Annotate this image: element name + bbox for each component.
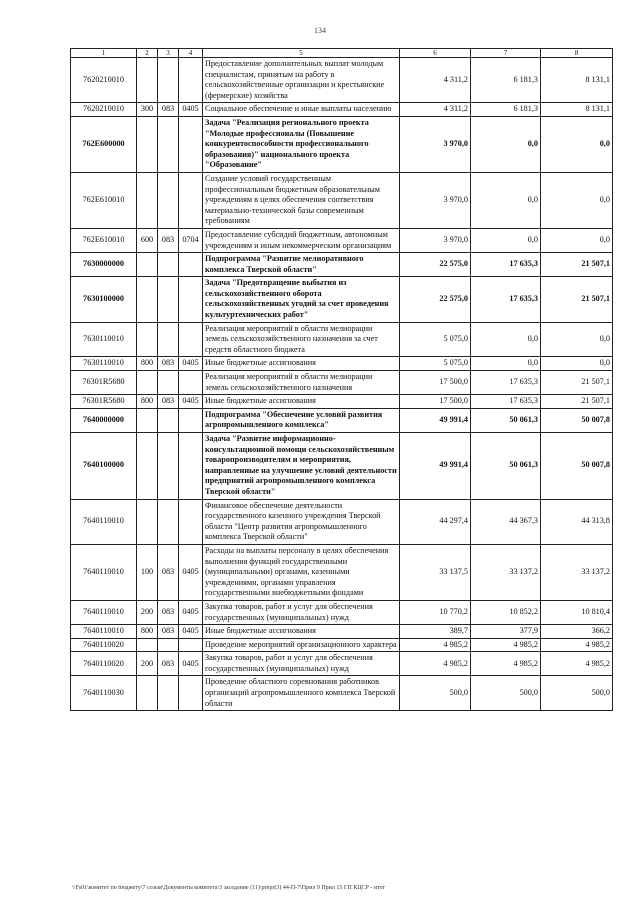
cell-value-3: 0,0 (541, 228, 613, 252)
cell-vr (137, 277, 158, 322)
cell-vr: 800 (137, 395, 158, 409)
cell-value-1: 5 075,0 (400, 322, 471, 357)
cell-pr (179, 676, 203, 711)
cell-name: Расходы на выплаты персоналу в целях обеспечения выполнения функций государственными (муниципальными) органами, казенными учреждениями, органами управления государственными внебюджетными фондами (203, 544, 400, 600)
cell-value-1: 389,7 (400, 625, 471, 639)
cell-name: Предоставление субсидий бюджетным, автономным учреждениям и иным некоммерческим организациям (203, 228, 400, 252)
cell-name: Закупка товаров, работ и услуг для обеспечения государственных (муниципальных) нужд (203, 652, 400, 676)
cell-value-3: 8 131,1 (541, 103, 613, 117)
cell-value-2: 50 061,3 (471, 408, 541, 432)
cell-value-3: 10 810,4 (541, 600, 613, 624)
cell-value-2: 0,0 (471, 116, 541, 172)
cell-value-3: 0,0 (541, 116, 613, 172)
cell-value-1: 500,0 (400, 676, 471, 711)
table-row (71, 172, 613, 228)
cell-rz (158, 172, 179, 228)
cell-name: Проведение областного соревнования работников организаций агропромышленного комплекса Тверской области (203, 676, 400, 711)
cell-value-1: 17 500,0 (400, 371, 471, 395)
cell-vr: 800 (137, 357, 158, 371)
cell-value-3: 0,0 (541, 357, 613, 371)
table-row (71, 58, 613, 103)
cell-code: 7640110030 (71, 676, 137, 711)
cell-value-3: 33 137,2 (541, 544, 613, 600)
cell-rz: 083 (158, 228, 179, 252)
cell-value-3: 50 007,8 (541, 433, 613, 500)
cell-pr: 0405 (179, 600, 203, 624)
cell-value-1: 22 575,0 (400, 253, 471, 277)
cell-rz (158, 277, 179, 322)
page-number: 134 (314, 26, 326, 35)
cell-vr: 300 (137, 103, 158, 117)
cell-value-1: 33 137,5 (400, 544, 471, 600)
cell-name: Задача "Развитие информационно-консультационной помощи сельскохозяйственным товаропроизводителям и мероприятия, направленные на улучшение условий деятельности предприятий агропромышленного комплекса Тверской области" (203, 433, 400, 500)
cell-pr: 0405 (179, 652, 203, 676)
cell-vr (137, 499, 158, 544)
table-row (71, 228, 613, 252)
table-row (71, 600, 613, 624)
cell-pr: 0405 (179, 103, 203, 117)
cell-code: 7640110010 (71, 625, 137, 639)
cell-name: Задача "Предотвращение выбытия из сельскохозяйственного оборота сельскохозяйственных угодий за счет проведения культуртехнических работ" (203, 277, 400, 322)
table-row (71, 544, 613, 600)
cell-value-3: 21 507,1 (541, 371, 613, 395)
cell-vr: 200 (137, 600, 158, 624)
cell-value-3: 21 507,1 (541, 395, 613, 409)
cell-pr: 0405 (179, 625, 203, 639)
cell-vr (137, 371, 158, 395)
cell-code: 762E600000 (71, 116, 137, 172)
file-path-footer: \\Fs01\комитет по бюджету\7 созыв\Документы комитета\3 заседание (11)\prepr(3) 44-П-7\Прил 9 Прил 15 ГП КЦСР - итог (72, 885, 386, 891)
header-cell: 6 (400, 49, 471, 58)
cell-rz (158, 408, 179, 432)
cell-rz (158, 253, 179, 277)
cell-value-2: 33 137,2 (471, 544, 541, 600)
cell-value-3: 0,0 (541, 172, 613, 228)
cell-name: Реализация мероприятий в области мелиорации земель сельскохозяйственного назначения за счет средств областного бюджета (203, 322, 400, 357)
cell-name: Проведение мероприятий организационного характера (203, 638, 400, 652)
header-cell: 4 (179, 49, 203, 58)
cell-vr: 200 (137, 652, 158, 676)
cell-vr: 600 (137, 228, 158, 252)
table-row (71, 371, 613, 395)
cell-rz (158, 433, 179, 500)
table-row (71, 499, 613, 544)
cell-rz: 083 (158, 103, 179, 117)
cell-rz (158, 499, 179, 544)
header-cell: 3 (158, 49, 179, 58)
cell-value-2: 0,0 (471, 172, 541, 228)
cell-rz (158, 676, 179, 711)
cell-value-2: 10 852,2 (471, 600, 541, 624)
table-row (71, 652, 613, 676)
header-cell: 5 (203, 49, 400, 58)
cell-value-1: 44 297,4 (400, 499, 471, 544)
cell-value-1: 49 991,4 (400, 408, 471, 432)
cell-name: Закупка товаров, работ и услуг для обеспечения государственных (муниципальных) нужд (203, 600, 400, 624)
cell-value-1: 22 575,0 (400, 277, 471, 322)
table-row (71, 277, 613, 322)
cell-pr (179, 322, 203, 357)
cell-value-1: 49 991,4 (400, 433, 471, 500)
cell-rz: 083 (158, 395, 179, 409)
cell-code: 7640110010 (71, 499, 137, 544)
header-row (71, 49, 613, 58)
table-row (71, 625, 613, 639)
cell-value-3: 0,0 (541, 322, 613, 357)
cell-pr (179, 277, 203, 322)
cell-value-3: 8 131,1 (541, 58, 613, 103)
cell-code: 7630000000 (71, 253, 137, 277)
cell-rz (158, 371, 179, 395)
cell-value-1: 4 985,2 (400, 652, 471, 676)
cell-pr (179, 638, 203, 652)
cell-value-3: 50 007,8 (541, 408, 613, 432)
table-row (71, 103, 613, 117)
cell-rz: 083 (158, 652, 179, 676)
cell-name: Финансовое обеспечение деятельности государственного казенного учреждения Тверской области "Центр развития агропромышленного комплекса Тверской области" (203, 499, 400, 544)
cell-vr (137, 638, 158, 652)
cell-code: 7620210010 (71, 103, 137, 117)
table-row (71, 322, 613, 357)
cell-vr: 800 (137, 625, 158, 639)
cell-value-2: 6 181,3 (471, 58, 541, 103)
cell-pr (179, 172, 203, 228)
cell-code: 7620210010 (71, 58, 137, 103)
cell-name: Задача "Реализация регионального проекта "Молодые профессионалы (Повышение конкурентоспособности профессионального образования)" национального проекта "Образование" (203, 116, 400, 172)
cell-rz: 083 (158, 600, 179, 624)
cell-name: Социальное обеспечение и иные выплаты населению (203, 103, 400, 117)
cell-code: 7640110020 (71, 652, 137, 676)
table-row (71, 433, 613, 500)
cell-value-1: 3 970,0 (400, 116, 471, 172)
cell-code: 762E610010 (71, 228, 137, 252)
cell-value-2: 0,0 (471, 228, 541, 252)
cell-name: Подпрограмма "Обеспечение условий развития агропромышленного комплекса" (203, 408, 400, 432)
cell-code: 76301R5680 (71, 371, 137, 395)
cell-pr (179, 499, 203, 544)
cell-value-3: 500,0 (541, 676, 613, 711)
cell-code: 762E610010 (71, 172, 137, 228)
cell-code: 7640110010 (71, 600, 137, 624)
cell-name: Предоставление дополнительных выплат молодым специалистам, принятым на работу в сельскохозяйственные организации и крестьянские (фермерские) хозяйства (203, 58, 400, 103)
cell-code: 76301R5680 (71, 395, 137, 409)
cell-value-2: 50 061,3 (471, 433, 541, 500)
cell-code: 7640110010 (71, 544, 137, 600)
cell-name: Иные бюджетные ассигнования (203, 395, 400, 409)
budget-table (70, 48, 613, 711)
header-cell: 1 (71, 49, 137, 58)
cell-pr (179, 116, 203, 172)
cell-vr: 100 (137, 544, 158, 600)
cell-pr: 0704 (179, 228, 203, 252)
table-row (71, 116, 613, 172)
cell-vr (137, 116, 158, 172)
cell-value-1: 4 985,2 (400, 638, 471, 652)
cell-value-1: 3 970,0 (400, 172, 471, 228)
cell-name: Подпрограмма "Развитие мелиоративного комплекса Тверской области" (203, 253, 400, 277)
table-row (71, 357, 613, 371)
cell-value-1: 4 311,2 (400, 103, 471, 117)
cell-value-2: 500,0 (471, 676, 541, 711)
cell-value-2: 17 635,3 (471, 395, 541, 409)
cell-value-3: 21 507,1 (541, 253, 613, 277)
cell-value-3: 21 507,1 (541, 277, 613, 322)
table-row (71, 253, 613, 277)
cell-pr: 0405 (179, 357, 203, 371)
cell-pr: 0405 (179, 544, 203, 600)
cell-pr (179, 253, 203, 277)
cell-pr: 0405 (179, 395, 203, 409)
cell-rz (158, 638, 179, 652)
cell-name: Создание условий государственным профессиональным бюджетным образовательным учреждениям в целях обеспечения соответствия материально-технической базы современным требованиям (203, 172, 400, 228)
cell-rz: 083 (158, 357, 179, 371)
cell-code: 7640100000 (71, 433, 137, 500)
cell-value-2: 17 635,3 (471, 277, 541, 322)
cell-vr (137, 172, 158, 228)
cell-pr (179, 433, 203, 500)
header-cell: 7 (471, 49, 541, 58)
cell-vr (137, 58, 158, 103)
cell-value-3: 44 313,8 (541, 499, 613, 544)
table-row (71, 408, 613, 432)
cell-pr (179, 371, 203, 395)
cell-code: 7640110020 (71, 638, 137, 652)
cell-value-3: 366,2 (541, 625, 613, 639)
cell-name: Иные бюджетные ассигнования (203, 357, 400, 371)
cell-value-1: 5 075,0 (400, 357, 471, 371)
cell-vr (137, 676, 158, 711)
cell-value-2: 4 985,2 (471, 652, 541, 676)
cell-name: Иные бюджетные ассигнования (203, 625, 400, 639)
cell-value-2: 4 985,2 (471, 638, 541, 652)
cell-code: 7640000000 (71, 408, 137, 432)
cell-value-3: 4 985,2 (541, 638, 613, 652)
cell-code: 7630110010 (71, 322, 137, 357)
cell-value-1: 3 970,0 (400, 228, 471, 252)
cell-value-2: 17 635,3 (471, 371, 541, 395)
cell-value-2: 0,0 (471, 322, 541, 357)
cell-value-2: 6 181,3 (471, 103, 541, 117)
cell-value-2: 17 635,3 (471, 253, 541, 277)
cell-value-2: 377,9 (471, 625, 541, 639)
cell-value-1: 10 770,2 (400, 600, 471, 624)
cell-rz: 083 (158, 544, 179, 600)
cell-code: 7630100000 (71, 277, 137, 322)
cell-vr (137, 433, 158, 500)
cell-vr (137, 322, 158, 357)
cell-pr (179, 408, 203, 432)
cell-vr (137, 408, 158, 432)
cell-value-3: 4 985,2 (541, 652, 613, 676)
table-row (71, 638, 613, 652)
cell-pr (179, 58, 203, 103)
cell-rz (158, 58, 179, 103)
table-row (71, 395, 613, 409)
cell-rz (158, 116, 179, 172)
cell-code: 7630110010 (71, 357, 137, 371)
cell-vr (137, 253, 158, 277)
cell-value-2: 44 367,3 (471, 499, 541, 544)
cell-rz (158, 322, 179, 357)
cell-name: Реализация мероприятий в области мелиорации земель сельскохозяйственного назначения (203, 371, 400, 395)
cell-value-1: 4 311,2 (400, 58, 471, 103)
cell-rz: 083 (158, 625, 179, 639)
header-cell: 8 (541, 49, 613, 58)
header-cell: 2 (137, 49, 158, 58)
table-row (71, 676, 613, 711)
cell-value-1: 17 500,0 (400, 395, 471, 409)
cell-value-2: 0,0 (471, 357, 541, 371)
